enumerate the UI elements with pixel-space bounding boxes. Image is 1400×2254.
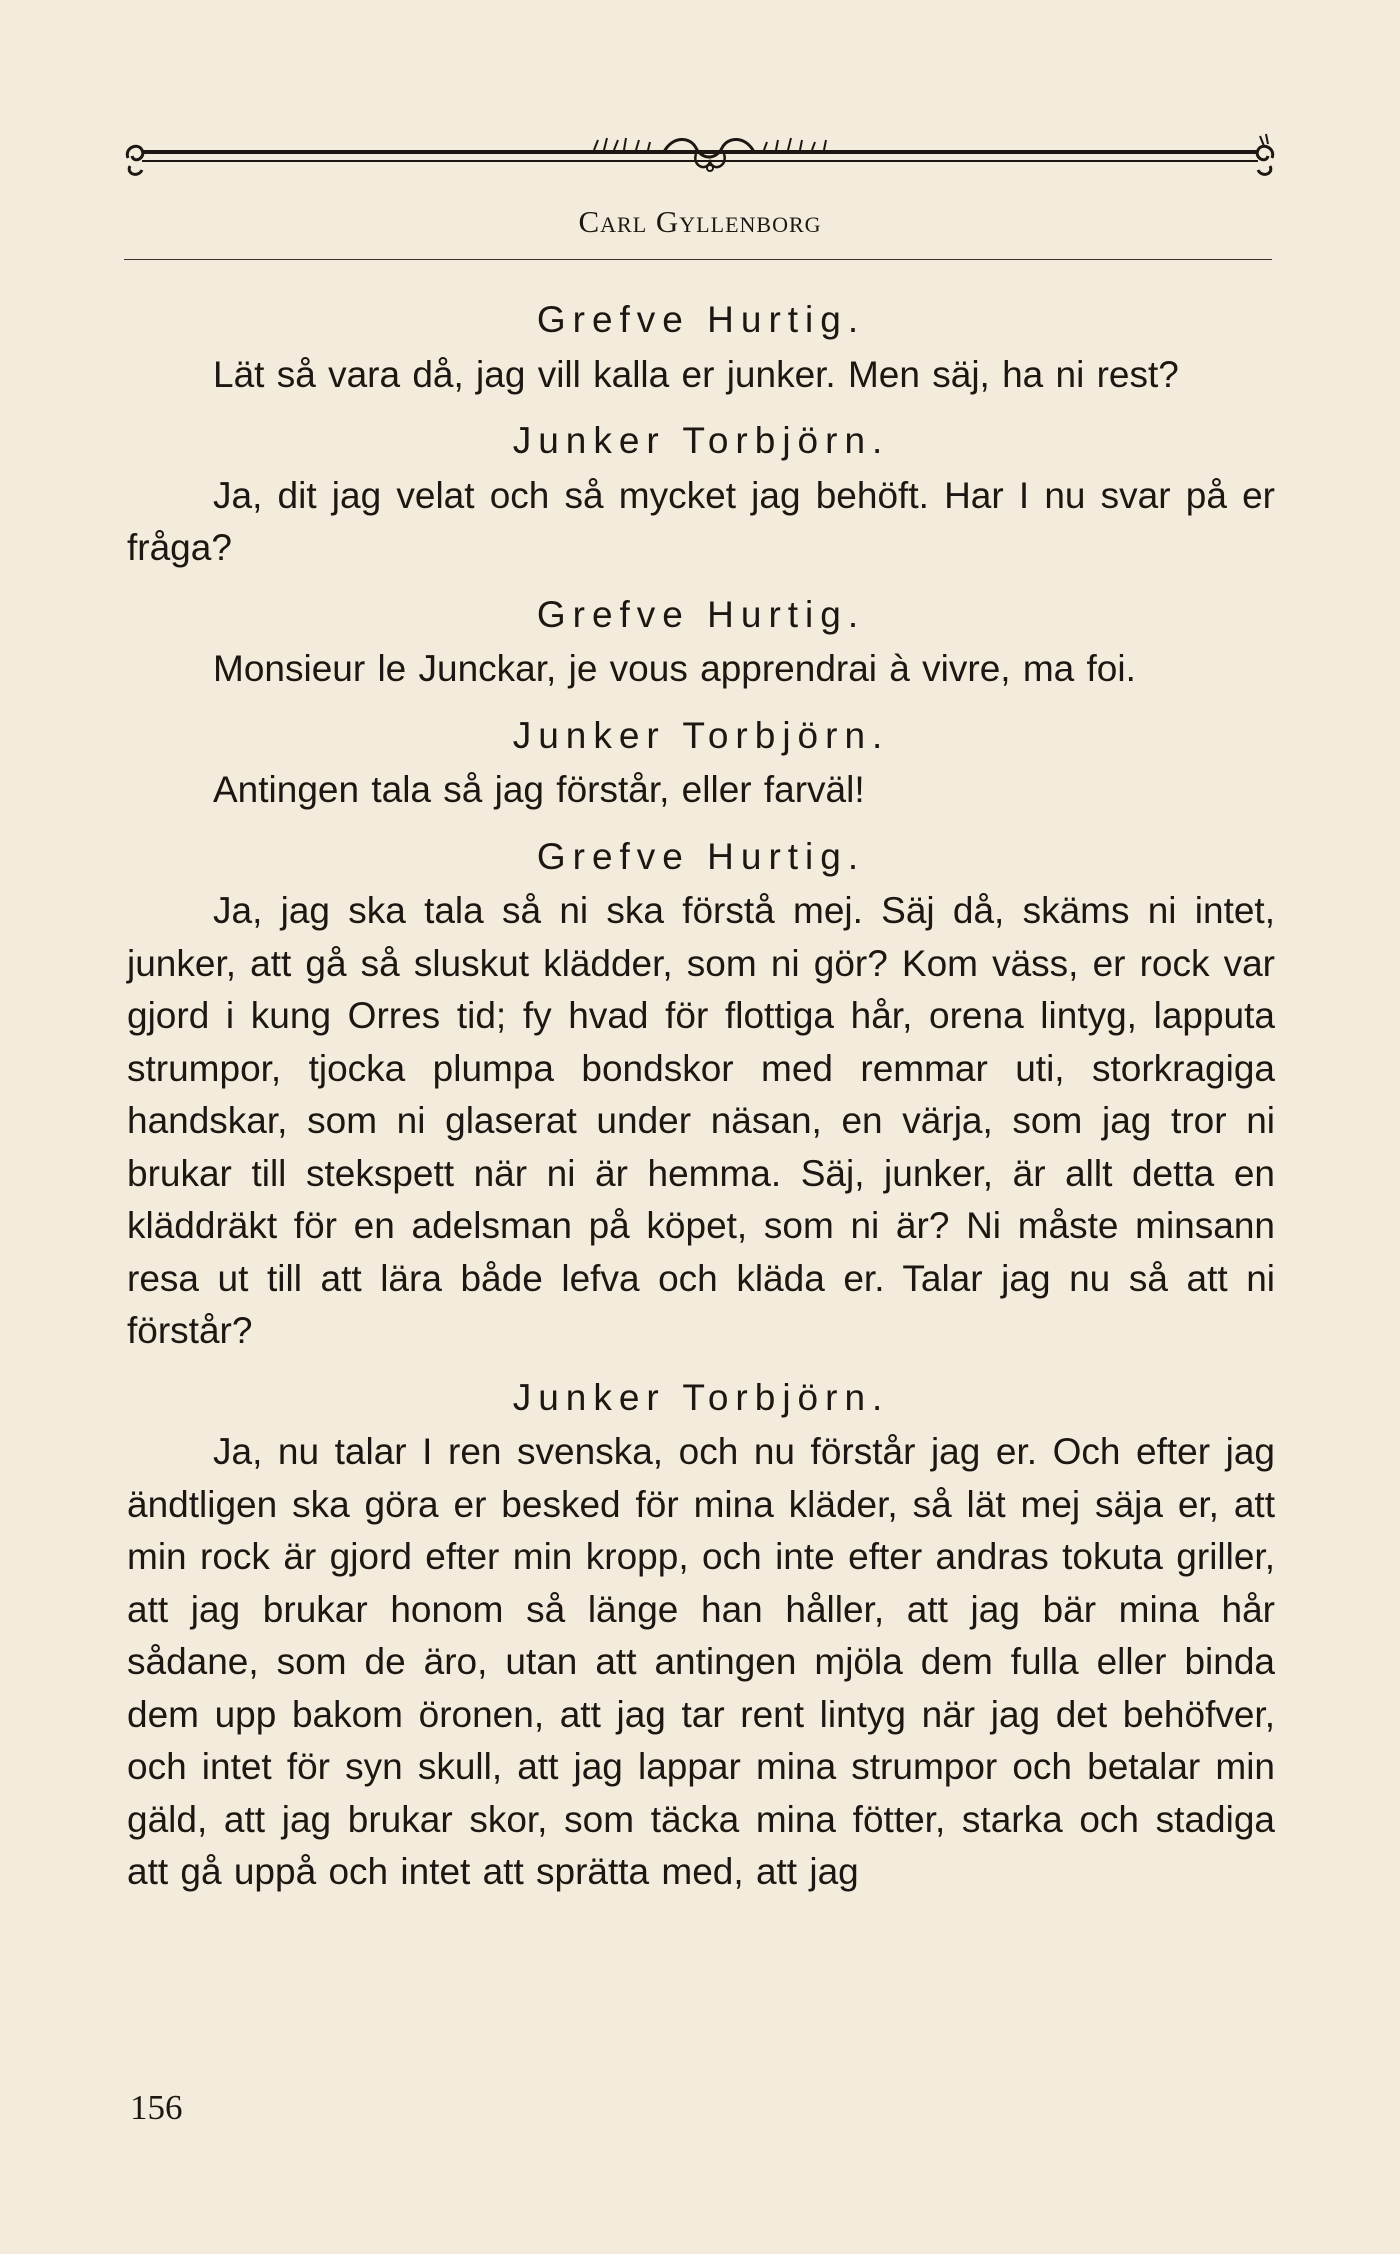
- speaker-name: Grefve Hurtig.: [536, 835, 866, 877]
- header-divider: [124, 259, 1272, 260]
- ornamental-header-rule: [124, 128, 1276, 188]
- dialogue-text: [127, 280, 1275, 1903]
- speaker-name: Junker Torbjörn.: [512, 1376, 890, 1418]
- speaker-name: Grefve Hurtig.: [536, 593, 866, 635]
- speech-paragraph: Ja, dit jag velat och så mycket jag behöft. Har I nu svar på er fråga?: [127, 474, 1275, 568]
- speech-paragraph: Lät så vara då, jag vill kalla er junker. Men säj, ha ni rest?: [213, 353, 1179, 395]
- speech-paragraph: Antingen tala så jag förstår, eller farväl!: [213, 769, 865, 810]
- speaker-name: Junker Torbjörn.: [512, 714, 890, 756]
- speech-paragraph: Ja, jag ska tala så ni ska förstå mej. Säj då, skäms ni intet, junker, att gå så sluskut klädder, som ni gör? Kom väss, er rock var gjord i kung Orres tid; fy hvad för flottiga hår, orena lintyg, lapputa strumpor, tjocka plumpa bondskor med remmar uti, storkragiga handskar, som ni glaserat under näsan, en värja, som jag tror ni brukar till stekspett när ni är hemma. Säj, junker, är allt detta en kläddräkt för en adelsman på köpet, som ni är? Ni måste minsann resa ut till att lära både lefva och kläda er. Talar jag nu så att ni förstår?: [127, 890, 1275, 1351]
- speaker-name: Junker Torbjörn.: [512, 420, 890, 461]
- speech-paragraph: Monsieur le Junckar, je vous apprendrai à vivre, ma foi.: [213, 648, 1136, 689]
- running-head: Carl Gyllenborg: [578, 204, 822, 239]
- page-number: 156: [130, 2088, 183, 2127]
- speech-paragraph: Ja, nu talar I ren svenska, och nu förstår jag er. Och efter jag ändtligen ska göra er besked för mina kläder, så lät mej säja er, att min rock är gjord efter min kropp, och inte efter andras tokuta griller, att jag brukar honom så länge han håller, att jag bär mina hår sådane, som de äro, utan att antingen mjöla dem fulla eller binda dem upp bakom öronen, att jag tar rent lintyg när jag det behöfver, och intet för syn skull, att jag lappar mina strumpor och betalar min gäld, att jag brukar skor, som täcka mina fötter, starka och stadiga att gå uppå och intet att sprätta med, att jag: [127, 1431, 1275, 1892]
- speaker-name: Grefve Hurtig.: [536, 299, 866, 340]
